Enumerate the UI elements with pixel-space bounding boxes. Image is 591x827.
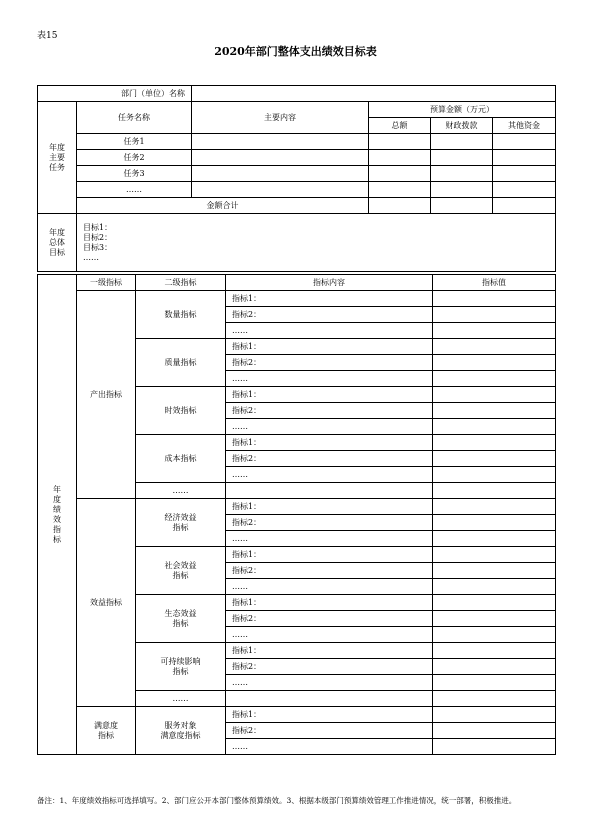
indicator-content-cell[interactable]: 指标1： [226,387,433,403]
indicator-content-cell[interactable]: …… [226,419,433,435]
indicator-value-cell[interactable] [433,355,556,371]
indicator-value-cell[interactable] [433,467,556,483]
indicator-content-cell[interactable]: 指标2： [226,611,433,627]
task-row-label: …… [77,182,192,198]
amount-cell[interactable] [493,134,556,150]
amount-cell[interactable] [431,150,493,166]
level1-header: 一级指标 [77,275,136,291]
indicator-content-cell[interactable]: …… [226,531,433,547]
overall-goals-cell[interactable] [77,214,556,272]
level2-header: 二级指标 [136,275,226,291]
level2-label: 社会效益 指标 [136,547,226,595]
task-row-label: 任务1 [77,134,192,150]
amount-cell[interactable] [431,182,493,198]
indicator-content-cell[interactable]: 指标2： [226,563,433,579]
footnote: 备注：1、年度绩效指标可选择填写。2、部门应公开本部门整体预算绩效。3、根据本级部门预算绩效管理工作推进情况，统一部署，积极推进。 [37,796,517,805]
indicator-value-cell[interactable] [433,739,556,755]
indicator-value-cell[interactable] [433,643,556,659]
indicator-content-cell[interactable]: 指标2： [226,723,433,739]
tasks-table [37,85,556,272]
indicator-value-cell[interactable] [433,595,556,611]
indicator-content-cell[interactable]: 指标2： [226,659,433,675]
indicator-content-cell[interactable]: …… [226,579,433,595]
task-content-cell[interactable] [192,182,369,198]
task-content-cell[interactable] [192,134,369,150]
indicator-value-cell[interactable] [433,387,556,403]
indicator-content-cell[interactable]: 指标1： [226,547,433,563]
level2-label: 可持续影响 指标 [136,643,226,691]
indicator-content-cell[interactable]: 指标2： [226,451,433,467]
amount-cell[interactable] [493,182,556,198]
amount-cell[interactable] [431,166,493,182]
task-row-label: 任务3 [77,166,192,182]
level2-label: 质量指标 [136,339,226,387]
fiscal-header: 财政拨款 [431,118,493,134]
indicator-value-cell[interactable] [433,323,556,339]
indicator-value-cell[interactable] [433,723,556,739]
goal-line: 目标3： [83,242,113,252]
level1-label: 产出指标 [77,291,136,499]
level2-label: 服务对象 满意度指标 [136,707,226,755]
indicator-value-cell[interactable] [433,515,556,531]
amount-cell[interactable] [369,134,431,150]
level2-more-label: …… [136,691,226,707]
amount-cell[interactable] [431,134,493,150]
level2-label: 数量指标 [136,291,226,339]
indicator-content-cell[interactable]: 指标2： [226,307,433,323]
amount-cell[interactable] [493,198,556,214]
goals-side-label: 年度 总体 目标 [38,214,77,272]
indicator-content-cell[interactable]: 指标1： [226,499,433,515]
budget-header: 预算金额（万元） [369,102,556,118]
indicator-value-cell[interactable] [433,611,556,627]
indicator-content-cell[interactable]: 指标1： [226,595,433,611]
level2-label: 时效指标 [136,387,226,435]
indicator-content-cell[interactable]: 指标1： [226,643,433,659]
indicators-table [37,274,556,755]
indicator-value-cell[interactable] [433,563,556,579]
amount-cell[interactable] [493,150,556,166]
indicator-content-cell[interactable]: …… [226,371,433,387]
amount-cell[interactable] [369,150,431,166]
indicator-value-cell[interactable] [433,675,556,691]
page-title: 2020年部门整体支出绩效目标表 [214,45,377,58]
indicator-content-cell[interactable]: 指标1： [226,707,433,723]
goal-line: 目标2： [83,232,113,242]
amount-cell[interactable] [369,198,431,214]
indicator-content-cell[interactable] [226,483,433,499]
amount-cell[interactable] [431,198,493,214]
indicator-content-cell[interactable]: 指标2： [226,403,433,419]
indicator-value-cell[interactable] [433,707,556,723]
level1-label: 满意度 指标 [77,707,136,755]
task-content-cell[interactable] [192,166,369,182]
level1-label: 效益指标 [77,499,136,707]
sum-label: 金额合计 [77,198,369,214]
level2-label: 成本指标 [136,435,226,483]
dept-name-label: 部门（单位）名称 [38,86,192,102]
indicator-value-cell[interactable] [433,627,556,643]
indicator-value-cell[interactable] [433,531,556,547]
indicator-content-cell[interactable] [226,691,433,707]
task-name-header: 任务名称 [77,102,192,134]
tasks-side-label: 年度 主要 任务 [38,102,77,214]
indicator-value-cell[interactable] [433,435,556,451]
indicator-value-cell[interactable] [433,403,556,419]
indicator-value-cell[interactable] [433,659,556,675]
indicator-value-cell[interactable] [433,451,556,467]
other-funds-header: 其他资金 [493,118,556,134]
indicator-value-cell[interactable] [433,291,556,307]
value-header: 指标值 [433,275,556,291]
dept-name-field[interactable] [192,86,556,102]
indicator-value-cell[interactable] [433,339,556,355]
level2-label: 生态效益 指标 [136,595,226,643]
indicator-content-cell[interactable]: 指标2： [226,515,433,531]
indicator-content-cell[interactable]: 指标1： [226,435,433,451]
indicator-content-cell[interactable]: …… [226,627,433,643]
goal-line: 目标1： [83,222,113,232]
amount-cell[interactable] [493,166,556,182]
indicator-value-cell[interactable] [433,483,556,499]
indicator-value-cell[interactable] [433,371,556,387]
indicator-content-cell[interactable]: …… [226,467,433,483]
indicator-value-cell[interactable] [433,579,556,595]
indicator-content-cell[interactable]: …… [226,323,433,339]
indicator-content-cell[interactable]: 指标2： [226,355,433,371]
task-row-label: 任务2 [77,150,192,166]
main-content-header: 主要内容 [192,102,369,134]
indicators-side-label: 年 度 绩 效 指 标 [38,275,77,755]
level2-more-label: …… [136,483,226,499]
total-header: 总额 [369,118,431,134]
indicator-value-cell[interactable] [433,691,556,707]
content-header: 指标内容 [226,275,433,291]
level2-label: 经济效益 指标 [136,499,226,547]
indicator-value-cell[interactable] [433,499,556,515]
indicator-content-cell[interactable]: …… [226,675,433,691]
indicator-content-cell[interactable]: …… [226,739,433,755]
indicator-value-cell[interactable] [433,419,556,435]
form-number: 表15 [37,31,58,41]
indicator-value-cell[interactable] [433,547,556,563]
goal-line: …… [83,252,99,262]
amount-cell[interactable] [369,182,431,198]
indicator-content-cell[interactable]: 指标1： [226,339,433,355]
amount-cell[interactable] [369,166,431,182]
indicator-content-cell[interactable]: 指标1： [226,291,433,307]
task-content-cell[interactable] [192,150,369,166]
indicator-value-cell[interactable] [433,307,556,323]
